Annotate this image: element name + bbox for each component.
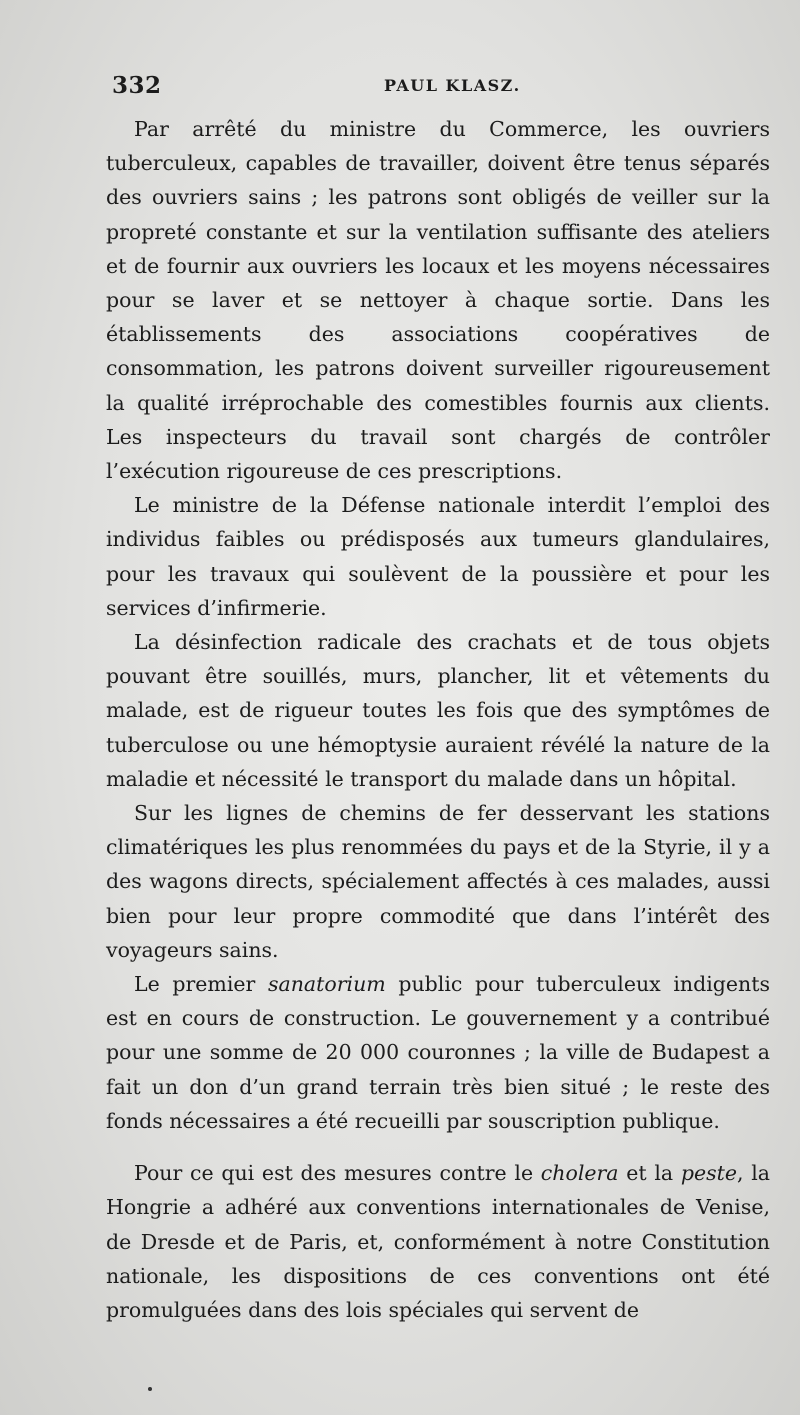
page-header <box>112 72 752 102</box>
body-text <box>106 112 770 1327</box>
paragraph-text: Par arrêté du ministre du Commerce, les ouvriers tuberculeux, capables de travailler, doivent être tenus séparés des ouvriers sains ; les patrons sont obligés de veiller sur la propreté constante et sur la ventilation suffisante des ateliers et de fournir aux ouvriers les locaux et les moyens nécessaires pour se laver et se nettoyer à chaque sortie. Dans les établissements des associations coopératives de consommation, les patrons doivent surveiller rigoureusement la qualité irréprochable des comestibles fournis aux clients. Les inspecteurs du travail sont chargés de contrôler l’exécution rigoureuse de ces prescriptions. <box>106 117 770 484</box>
ink-speck <box>148 1387 152 1391</box>
paragraph-text: , la Hongrie a adhéré aux conventions internationales de Venise, de Dresde et de Paris, et, conformément à notre Constitution nationale, les dispositions de ces conventions ont été promulguées dans des lois spéciales qui servent de <box>106 1161 771 1322</box>
paragraph-cholera-plague <box>106 1156 770 1327</box>
paragraph-railway-wagons <box>106 796 770 967</box>
page-number: 332 <box>112 72 162 99</box>
paragraph-disinfection <box>106 625 770 796</box>
paragraph-text: public pour tuberculeux indigents est en cours de construction. Le gouvernement y a contribué pour une somme de 20 000 couronnes ; la ville de Budapest a fait un don d’un grand terrain très bien situé ; le reste des fonds nécessaires a été recueilli par souscription publique. <box>106 972 770 1133</box>
paragraph-defense-ministry <box>106 488 770 625</box>
running-head: PAUL KLASZ. <box>384 76 521 95</box>
italic-term: peste <box>680 1161 737 1186</box>
paragraph-text: Le ministre de la Défense nationale interdit l’emploi des individus faibles ou prédisposés aux tumeurs glandulaires, pour les travaux qui soulèvent de la poussière et pour les services d’infirmerie. <box>106 493 770 620</box>
paragraph-text: La désinfection radicale des crachats et de tous objets pouvant être souillés, murs, plancher, lit et vêtements du malade, est de rigueur toutes les fois que des symptômes de tuberculose ou une hémoptysie auraient révélé la nature de la maladie et nécessité le transport du malade dans un hôpital. <box>106 630 770 791</box>
paragraph-text: Le premier <box>134 972 268 997</box>
paragraph-text: Sur les lignes de chemins de fer desservant les stations climatériques les plus renommées du pays et de la Styrie, il y a des wagons directs, spécialement affectés à ces malades, aussi bien pour leur propre commodité que dans l’intérêt des voyageurs sains. <box>106 801 770 962</box>
paragraph-tuberculous-workers <box>106 112 770 488</box>
italic-term: sanatorium <box>267 972 386 997</box>
paragraph-text: Pour ce qui est des mesures contre le <box>134 1161 541 1186</box>
paragraph-text: et la <box>618 1161 681 1186</box>
paragraph-sanatorium <box>106 967 770 1138</box>
italic-term: cholera <box>540 1161 619 1186</box>
